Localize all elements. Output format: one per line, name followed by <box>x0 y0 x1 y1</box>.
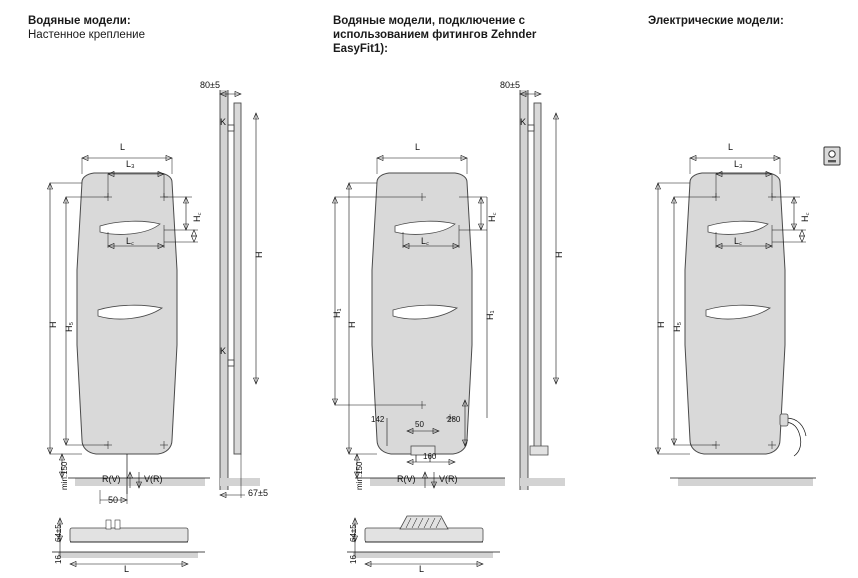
col2-label-H1-right: H₁ <box>485 310 495 320</box>
col1-label-L: L <box>120 142 126 152</box>
col2-label-Lc: L꜀ <box>421 236 430 246</box>
col2-bottom-label-flow-right: V(R) <box>439 474 458 484</box>
col1-bottom-label-flow-left: R(V) <box>102 474 121 484</box>
heading-column-1 <box>28 14 308 42</box>
col1-label-H5: H₅ <box>64 321 74 332</box>
col2-label-142: 142 <box>371 415 385 424</box>
col1-label-50: 50 <box>108 495 119 505</box>
col2-label-H1-left: H₁ <box>332 308 342 318</box>
col3-label-Hc: H꜀ <box>800 212 810 222</box>
col1-label-Hc: H꜀ <box>192 212 202 222</box>
col2-bottom-label-64: 64±5 <box>349 524 358 542</box>
col2-label-160: 160 <box>423 452 437 461</box>
heading-col1-line1: Водяные модели: <box>28 15 131 27</box>
col1-side-label-depth: 67±5 <box>248 488 268 498</box>
col1-side-label-K-top: K <box>220 117 227 127</box>
col3-label-H5: H₅ <box>672 321 682 332</box>
col2-label-min150: min.150 <box>355 461 364 490</box>
heading-column-2 <box>333 14 623 56</box>
col2-side-drawing <box>490 70 610 460</box>
col2-label-Hc: H꜀ <box>487 212 497 222</box>
col2-bottom-label-flow-left: R(V) <box>397 474 416 484</box>
col1-bottom-label-L: L <box>124 564 130 574</box>
col1-label-min150: min.150 <box>60 461 69 490</box>
col2-front-drawing <box>315 70 515 460</box>
col3-front-view <box>628 70 838 460</box>
heading-column-3 <box>648 14 858 28</box>
col1-bottom-label-flow-right: V(R) <box>144 474 163 484</box>
col2-label-280: 280 <box>447 415 461 424</box>
col2-bottom-label-16: 16 <box>349 555 358 564</box>
col1-bottom-view <box>20 460 240 578</box>
heading-col2-line2: использованием фитингов Zehnder <box>333 29 537 41</box>
col3-front-drawing <box>628 70 838 460</box>
col1-bottom-label-16: 16 <box>54 555 63 564</box>
col2-bottom-view <box>315 460 535 578</box>
col1-side-view <box>190 70 310 498</box>
col2-label-L: L <box>415 142 421 152</box>
col3-label-Lc: L꜀ <box>734 236 743 246</box>
col1-side-label-H: H <box>254 251 264 258</box>
electric-control-box-icon <box>822 145 844 169</box>
col2-bottom-label-L: L <box>419 564 425 574</box>
col1-side-label-top-dim: 80±5 <box>200 80 220 90</box>
heading-col2-line3: EasyFit1): <box>333 43 388 55</box>
heading-col3-line1: Электрические модели: <box>648 15 784 27</box>
col2-side-label-top-dim: 80±5 <box>500 80 520 90</box>
col2-label-50: 50 <box>415 420 424 429</box>
col1-bottom-label-64: 64±5 <box>54 524 63 542</box>
col2-side-label-K-top: K <box>520 117 527 127</box>
heading-col2-line1: Водяные модели, подключение с <box>333 15 526 27</box>
col1-bottom-drawing <box>20 460 240 578</box>
col1-label-H: H <box>48 321 58 328</box>
col3-label-L: L <box>728 142 734 152</box>
col3-label-L3: L₃ <box>734 159 743 169</box>
col2-bottom-drawing <box>315 460 535 578</box>
col3-label-H: H <box>656 321 666 328</box>
col1-label-Lc: L꜀ <box>126 236 135 246</box>
col1-side-drawing <box>190 70 310 460</box>
col2-label-H: H <box>347 321 357 328</box>
heading-col1-line2: Настенное крепление <box>28 29 145 41</box>
col2-side-view <box>490 70 610 460</box>
control-box-drawing <box>822 145 844 169</box>
col1-label-L3: L₃ <box>126 159 135 169</box>
col2-side-label-H: H <box>554 251 564 258</box>
col1-side-label-K-bottom: K <box>220 346 227 356</box>
